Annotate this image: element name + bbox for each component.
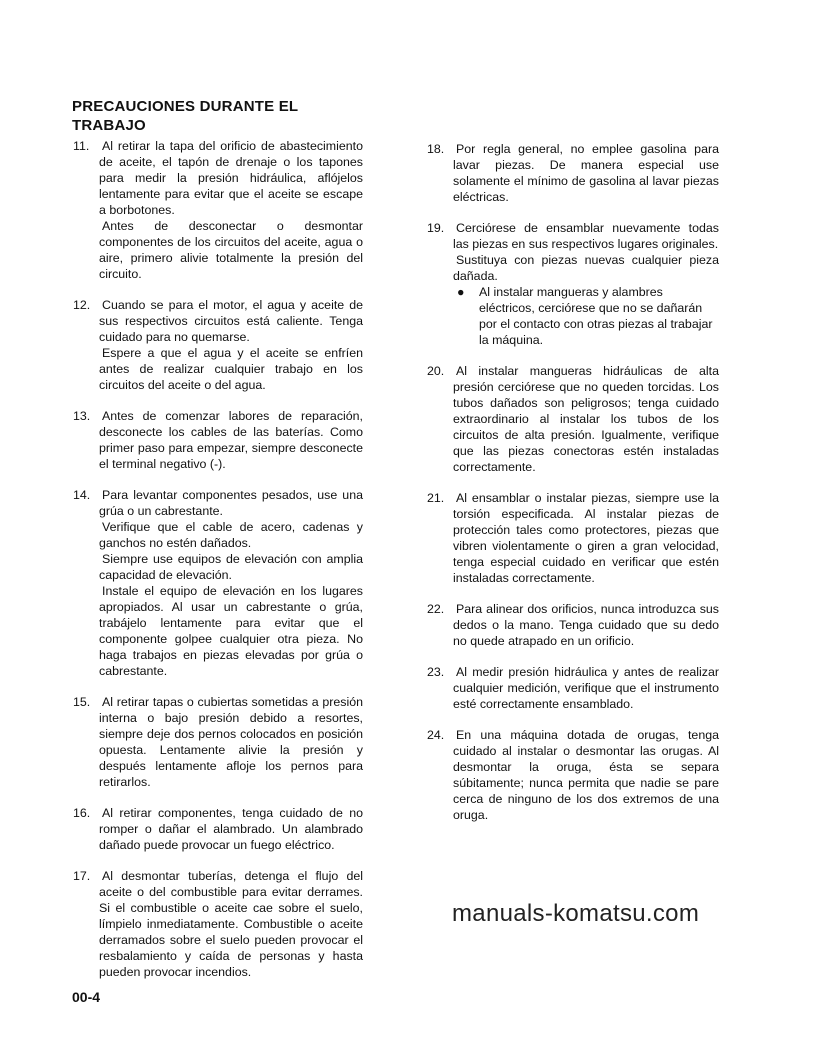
precaution-item: [427, 727, 719, 823]
item-number: 16.: [73, 806, 91, 820]
item-body: [453, 363, 719, 475]
item-number: 19.: [427, 221, 445, 235]
precautions-list-left: [73, 138, 363, 995]
item-number: 23.: [427, 665, 445, 679]
item-paragraph: Al retirar la tapa del orificio de abastecimiento de aceite, el tapón de drenaje o los tapones para medir la presión hidráulica, aflójelos lentamente para evitar que el aceite se escape a borbotones.: [99, 139, 363, 217]
item-body: [453, 727, 719, 823]
item-paragraph: Al retirar componentes, tenga cuidado de no romper o dañar el alambrado. Un alambrado dañado puede provocar un fuego eléctrico.: [99, 806, 363, 852]
item-paragraph: Cerciórese de ensamblar nuevamente todas las piezas en sus respectivos lugares originales.: [453, 221, 719, 251]
item-body: [99, 487, 363, 679]
item-paragraph: Antes de desconectar o desmontar componentes de los circuitos del aceite, agua o aire, primero alivie totalmente la presión del circuito.: [99, 219, 363, 281]
item-body: [99, 297, 363, 393]
precaution-item: [427, 363, 719, 475]
bullet-item: [453, 284, 719, 348]
item-paragraph: Para levantar componentes pesados, use una grúa o un cabrestante.: [99, 488, 363, 518]
precautions-list-right: [427, 141, 719, 838]
item-body: [453, 490, 719, 586]
item-paragraph: Verifique que el cable de acero, cadenas y ganchos no estén dañados.: [99, 520, 363, 550]
item-paragraph: Al retirar tapas o cubiertas sometidas a presión interna o bajo presión debido a resortes, siempre deje dos pernos colocados en posición opuesta. Lentamente alivie la presión y después lentamente afloje los pernos para retirarlos.: [99, 695, 363, 789]
page-number: 00-4: [72, 989, 101, 1005]
section-title: PRECAUCIONES DURANTE EL TRABAJO: [72, 98, 299, 134]
item-body: [453, 664, 719, 712]
item-number: 22.: [427, 602, 445, 616]
item-number: 18.: [427, 142, 445, 156]
item-number: 12.: [73, 298, 91, 312]
bullet-icon: ●: [457, 285, 465, 299]
precaution-item: [427, 141, 719, 205]
item-number: 21.: [427, 491, 445, 505]
bullet-text: Al instalar mangueras y alambres eléctricos, cerciórese que no se dañarán por el contacto con otras piezas al trabajar la máquina.: [479, 285, 713, 347]
item-body: [453, 141, 719, 205]
item-paragraph: Por regla general, no emplee gasolina para lavar piezas. De manera especial use solamente el mínimo de gasolina al lavar piezas eléctricas.: [453, 142, 719, 204]
item-paragraph: Al instalar mangueras hidráulicas de alta presión cerciórese que no queden torcidas. Los tubos dañados son peligrosos; tenga cuidado extraordinario al instalar los tubos de los circuitos de alta presión. Igualmente, verifique que las piezas conectoras estén instaladas correctamente.: [453, 364, 719, 474]
item-body: [99, 138, 363, 282]
precaution-item: [73, 694, 363, 790]
item-number: 15.: [73, 695, 91, 709]
item-paragraph: Al ensamblar o instalar piezas, siempre use la torsión especificada. Al instalar piezas de protección tales como protectores, piezas que vibren violentamente o giren a gran velocidad, tenga especial cuidado en verificar que estén instaladas correctamente.: [453, 491, 719, 585]
precaution-item: [427, 490, 719, 586]
precaution-item: [73, 868, 363, 980]
precaution-item: [73, 297, 363, 393]
precaution-item: [427, 220, 719, 348]
item-body: [99, 408, 363, 472]
item-body: [99, 868, 363, 980]
item-paragraph: Instale el equipo de elevación en los lugares apropiados. Al usar un cabrestante o grúa, trabájelo lentamente para evitar que el componente golpee cualquier otra pieza. No haga trabajos en piezas elevadas por grúa o cabrestante.: [99, 584, 363, 678]
precaution-item: [73, 487, 363, 679]
item-paragraph: Al desmontar tuberías, detenga el flujo del aceite o del combustible para evitar derrames. Si el combustible o aceite cae sobre el suelo, límpielo inmediatamente. Combustible o aceite derramados sobre el suelo pueden provocar el resbalamiento y caída de personas y hasta pueden provocar incendios.: [99, 869, 363, 979]
precaution-item: [427, 664, 719, 712]
item-number: 24.: [427, 728, 445, 742]
item-number: 20.: [427, 364, 445, 378]
precaution-item: [73, 138, 363, 282]
precaution-item: [427, 601, 719, 649]
item-body: [453, 601, 719, 649]
item-number: 17.: [73, 869, 91, 883]
item-number: 11.: [73, 139, 90, 153]
item-paragraph: Siempre use equipos de elevación con amplia capacidad de elevación.: [99, 552, 363, 582]
item-body: [99, 805, 363, 853]
item-body: [99, 694, 363, 790]
item-paragraph: Para alinear dos orificios, nunca introduzca sus dedos o la mano. Tenga cuidado que su dedo no quede atrapado en un orificio.: [453, 602, 719, 648]
item-number: 14.: [73, 488, 91, 502]
item-paragraph: Antes de comenzar labores de reparación, desconecte los cables de las baterías. Como primer paso para empezar, siempre desconecte el terminal negativo (-).: [99, 409, 363, 471]
item-paragraph: Sustituya con piezas nuevas cualquier pieza dañada.: [453, 253, 719, 283]
precaution-item: [73, 805, 363, 853]
item-number: 13.: [73, 409, 91, 423]
item-paragraph: Al medir presión hidráulica y antes de realizar cualquier medición, verifique que el instrumento esté correctamente ensamblado.: [453, 665, 719, 711]
precaution-item: [73, 408, 363, 472]
item-body: [453, 220, 719, 348]
watermark: manuals-komatsu.com: [452, 900, 700, 927]
item-paragraph: Cuando se para el motor, el agua y aceite de sus respectivos circuitos está caliente. Tenga cuidado para no quemarse.: [99, 298, 363, 344]
item-paragraph: En una máquina dotada de orugas, tenga cuidado al instalar o desmontar las orugas. Al desmontar la oruga, ésta se separa súbitamente; nunca permita que nadie se pare cerca de ninguno de los dos extremos de una oruga.: [453, 728, 719, 822]
item-paragraph: Espere a que el agua y el aceite se enfríen antes de realizar cualquier trabajo en los circuitos del aceite o del agua.: [99, 346, 363, 392]
